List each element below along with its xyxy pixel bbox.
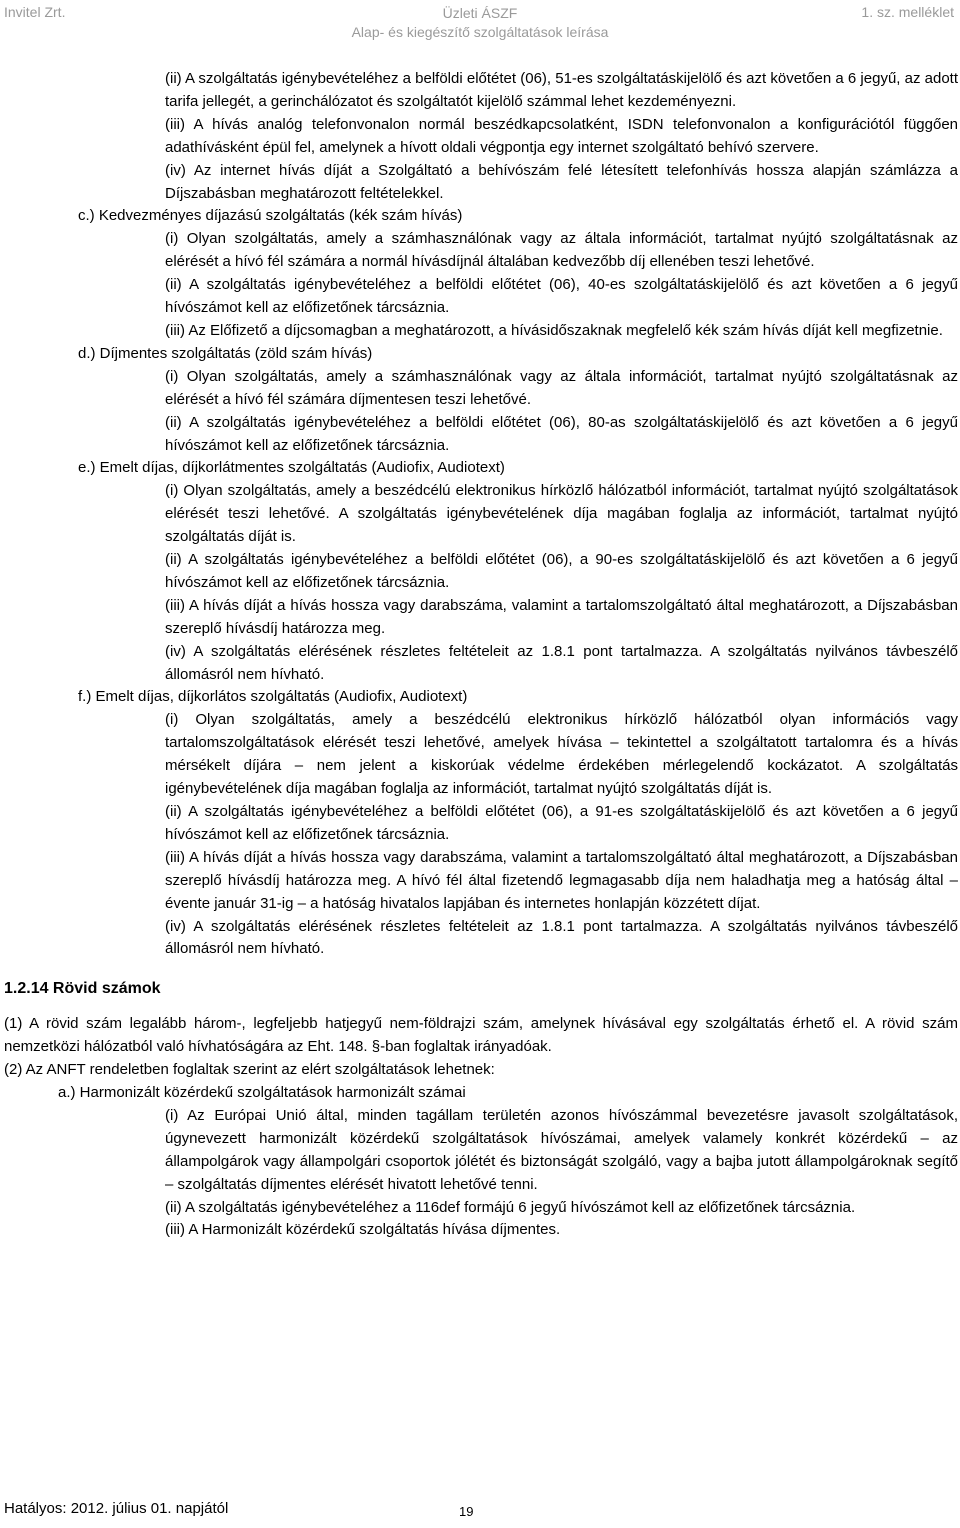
footer-effective-date: Hatályos: 2012. július 01. napjától [4,1500,229,1517]
header-annex: 1. sz. melléklet [861,4,954,20]
paragraph-b-ii: (ii) A szolgáltatás igénybevételéhez a belföldi előtétet (06), 51-es szolgáltatáskijelölő és azt követően a 6 jegyű, az adott tarifa jellegét, a gerinchálózatot és szolgáltatót kijelölő számmal lehet kezdeményezni. [165,70,958,110]
paragraph-d-i: (i) Olyan szolgáltatás, amely a számhasználónak vagy az általa információt, tartalmat nyújtó szolgáltatásnak az elérését a hívó fél számára díjmentesen teszi lehetővé. [165,367,958,408]
paragraph-b-iv: (iv) Az internet hívás díját a Szolgáltató a behívószám felé létesített telefonhívás hossza alapján számlázza a Díjszabásban meghatározott feltételekkel. [165,161,958,202]
paragraph-a-i: (i) Az Európai Unió által, minden tagállam területén azonos hívószámmal bevezetésre javasolt szolgáltatások, úgynevezett harmonizált közérdekű szolgáltatások hívószámai, amelyek valamely konkrét közérdekű – az állampolgárok vagy állampolgári csoportok jólétét és biztonságát szolgáló, vagy a bajba jutott állampolgároknak segítő – szolgáltatás díjmentes elérését hivatott lehetővé tenni. [165,1106,958,1193]
paragraph-1: (1) A rövid szám legalább három-, legfeljebb hatjegyű nem-földrajzi szám, amelynek hívásával egy szolgáltatás érhető el. A rövid szám nemzetközi hálózatból való hívhatóságára az Eht. 148. §-ban foglaltak irányadóak. [4,1015,958,1056]
paragraph-f-i: (i) Olyan szolgáltatás, amely a beszédcélú elektronikus hírközlő hálózatból olyan információs vagy tartalomszolgáltatások elérését teszi lehetővé, amelyek hívása – tekintettel a szolgáltatott tartalomra és a hívás mérsékelt díjára – nem jelent a kiskorúak védelme érdekében mérlegelendő kockázatot. A szolgáltatás igénybevételének díja magában foglalja az információt, tartalmat nyújtó szolgáltatás díját is. [165,711,958,798]
heading-a: a.) Harmonizált közérdekű szolgáltatások harmonizált számai [58,1083,466,1101]
paragraph-2: (2) Az ANFT rendeletben foglaltak szerint az elért szolgáltatások lehetnek: [4,1061,495,1079]
header-company: Invitel Zrt. [4,4,66,20]
paragraph-c-i: (i) Olyan szolgáltatás, amely a számhasználónak vagy az általa információt, tartalmat nyújtó szolgáltatásnak az elérését a hívó fél számára a normál hívásdíjnál általában kedvezőbb díj ellenében teszi lehetővé. [165,230,958,271]
heading-d: d.) Díjmentes szolgáltatás (zöld szám hívás) [78,344,373,362]
paragraph-f-ii: (ii) A szolgáltatás igénybevételéhez a belföldi előtétet (06), a 91-es szolgáltatáskijelölő és azt követően a 6 jegyű hívószámot kell az előfizetőnek tárcsáznia. [165,803,958,843]
page-header [0,0,960,50]
paragraph-e-iii: (iii) A hívás díját a hívás hossza vagy darabszáma, valamint a tartalomszolgáltató által meghatározott, a Díjszabásban szereplő hívásdíj határozza meg. [165,596,958,637]
header-title-block [0,4,960,42]
paragraph-e-i: (i) Olyan szolgáltatás, amely a beszédcélú elektronikus hírközlő hálózatból információt, tartalmat nyújtó szolgáltatások elérését teszi lehetővé. A szolgáltatás igénybevételének díja magában foglalja az információt, tartalmat nyújtó szolgáltatás díját is. [165,482,958,546]
paragraph-b-iii: (iii) A hívás analóg telefonvonalon normál beszédkapcsolatként, ISDN telefonvonalon a konfigurációtól függően adathívásként épül fel, amelynek a hívott oldali végpontja egy internet szolgáltató behívó szervere. [165,115,958,156]
heading-e: e.) Emelt díjas, díjkorlátmentes szolgáltatás (Audiofix, Audiotext) [78,459,505,477]
header-doc-subtitle: Alap- és kiegészítő szolgáltatások leírása [351,24,609,40]
document-body [0,68,960,1242]
page-number: 19 [459,1504,474,1519]
header-doc-title: Üzleti ÁSZF [442,5,518,21]
paragraph-e-iv: (iv) A szolgáltatás elérésének részletes feltételeit az 1.8.1 pont tartalmazza. A szolgáltatás nyilvános távbeszélő állomásról nem hívható. [165,642,958,683]
paragraph-e-ii: (ii) A szolgáltatás igénybevételéhez a belföldi előtétet (06), a 90-es szolgáltatáskijelölő és azt követően a 6 jegyű hívószámot kell az előfizetőnek tárcsáznia. [165,551,958,591]
heading-f: f.) Emelt díjas, díjkorlátos szolgáltatás (Audiofix, Audiotext) [78,688,468,706]
paragraph-c-ii: (ii) A szolgáltatás igénybevételéhez a belföldi előtétet (06), 40-es szolgáltatáskijelölő és azt követően a 6 jegyű hívószámot kell az előfizetőnek tárcsáznia. [165,276,958,317]
paragraph-a-ii: (ii) A szolgáltatás igénybevételéhez a 116def formájú 6 jegyű hívószámot kell az előfizetőnek tárcsáznia. [165,1198,856,1216]
section-title: 1.2.14 Rövid számok [4,980,161,998]
paragraph-c-iii: (iii) Az Előfizető a díjcsomagban a meghatározott, a hívásidőszaknak megfelelő kék szám hívás díját kell megfizetnie. [165,321,943,339]
paragraph-a-iii: (iii) A Harmonizált közérdekű szolgáltatás hívása díjmentes. [165,1221,561,1239]
paragraph-d-ii: (ii) A szolgáltatás igénybevételéhez a belföldi előtétet (06), 80-as szolgáltatáskijelölő és azt követően a 6 jegyű hívószámot kell az előfizetőnek tárcsáznia. [165,413,958,454]
heading-c: c.) Kedvezményes díjazású szolgáltatás (kék szám hívás) [78,207,463,225]
paragraph-f-iii: (iii) A hívás díját a hívás hossza vagy darabszáma, valamint a tartalomszolgáltató által meghatározott, a Díjszabásban szereplő hívásdíj határozza meg. A hívó fél által fizetendő legmagasabb díja nem haladhatja meg a hatóság által – évente január 31-ig – a hatóság hivatalos lapjában és internetes honlapján közzétett díjat. [165,848,958,912]
paragraph-f-iv: (iv) A szolgáltatás elérésének részletes feltételeit az 1.8.1 pont tartalmazza. A szolgáltatás nyilvános távbeszélő állomásról nem hívható. [165,917,958,958]
